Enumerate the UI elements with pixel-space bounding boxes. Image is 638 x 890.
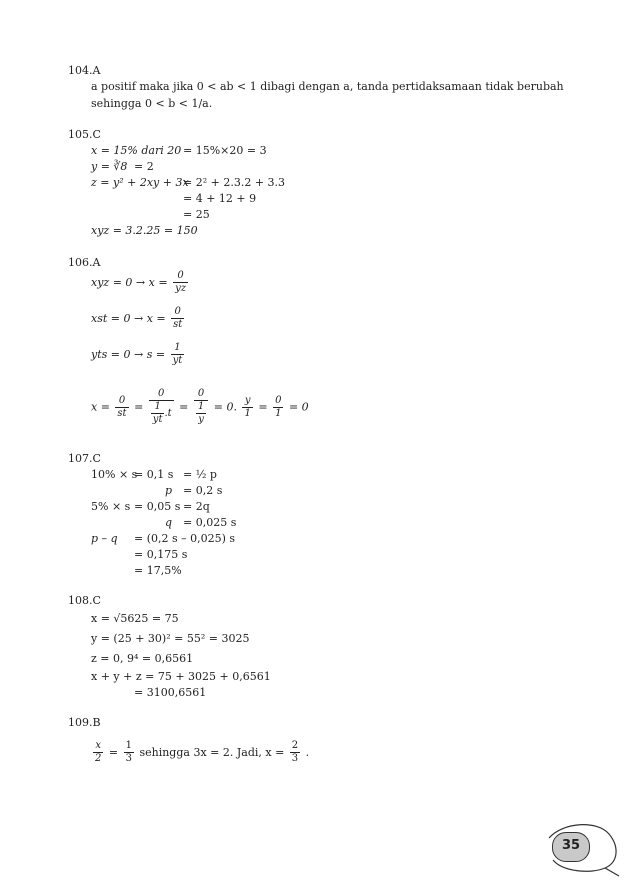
- question-107-label: 107.C: [68, 452, 101, 465]
- question-104-label: 104.A: [68, 64, 101, 77]
- answer-108-sum-result: = 3100,6561: [134, 686, 207, 699]
- answer-107-r5a: p – q: [91, 532, 118, 545]
- answer-105-z-step-1: = 2² + 2.3.2 + 3.3: [183, 176, 286, 189]
- answer-108-y: y = (25 + 30)² = 55² = 3025: [91, 632, 250, 645]
- question-108-label: 108.C: [68, 594, 101, 607]
- answer-108-z: z = 0, 9⁴ = 0,6561: [91, 652, 194, 665]
- answer-105-x: x = 15% dari 20: [91, 144, 182, 157]
- question-105-label: 105.C: [68, 128, 101, 141]
- answer-107-r3b: = 0,05 s: [134, 500, 181, 513]
- answer-104-line-2: sehingga 0 < b < 1/a.: [91, 97, 213, 110]
- answer-106-eq-2: xst = 0 → x = $\frac{0}{st}$: [91, 306, 183, 330]
- page-number-badge: [552, 832, 590, 862]
- question-106-label: 106.A: [68, 256, 101, 269]
- answer-107-r4c: = 0,025 s: [183, 516, 237, 529]
- answer-104-line-1: a positif maka jika 0 < ab < 1 dibagi dengan a, tanda pertidaksamaan tidak berubah: [91, 80, 564, 93]
- page-number: 35: [561, 838, 581, 853]
- answer-108-x: x = √5625 = 75: [91, 612, 179, 625]
- question-109-label: 109.B: [68, 716, 101, 729]
- answer-107-r7: = 17,5%: [134, 564, 182, 577]
- answer-107-r1a: 10% × s: [91, 468, 138, 481]
- answer-106-eq-3: yts = 0 → s = $\frac{1}{yt}$: [91, 342, 183, 366]
- answer-106-final: x = $\frac{0}{st}$ = 0 $\frac{1}{yt}$ .t = $\frac{0}{\frac{1}{y}}$ = 0. $\frac{y}{1}$ = $\frac{0}{1}$ = 0: [91, 388, 309, 425]
- answer-107-r1c: = ½ p: [183, 468, 217, 481]
- answer-107-r1b: = 0,1 s: [134, 468, 174, 481]
- answer-105-y: y = ∛8: [91, 160, 128, 173]
- answer-107-r2c: = 0,2 s: [183, 484, 223, 497]
- answer-105-z: z = y² + 2xy + 3x: [91, 176, 189, 189]
- answer-107-r5b: = (0,2 s – 0,025) s: [134, 532, 236, 545]
- answer-108-sum: x + y + z = 75 + 3025 + 0,6561: [91, 670, 271, 683]
- answer-107-r3c: = 2q: [183, 500, 210, 513]
- answer-107-r6: = 0,175 s: [134, 548, 188, 561]
- answer-106-eq-1: xyz = 0 → x = $\frac{0}{yz}$: [91, 270, 186, 294]
- answer-105-x-result: = 15%×20 = 3: [183, 144, 267, 157]
- answer-105-z-step-3: = 25: [183, 208, 210, 221]
- answer-107-r2b: p: [165, 484, 173, 497]
- answer-107-r3a: 5% × s: [91, 500, 131, 513]
- answer-109-line: $\frac{x}{2}$ = $\frac{1}{3}$ sehingga 3x = 2. Jadi, x = $\frac{2}{3}$ .: [95, 740, 310, 764]
- answer-105-y-result: = 2: [134, 160, 154, 173]
- answer-105-xyz: xyz = 3.2.25 = 150: [91, 224, 198, 237]
- answer-107-r4b: q: [165, 516, 173, 529]
- answer-105-z-step-2: = 4 + 12 + 9: [183, 192, 257, 205]
